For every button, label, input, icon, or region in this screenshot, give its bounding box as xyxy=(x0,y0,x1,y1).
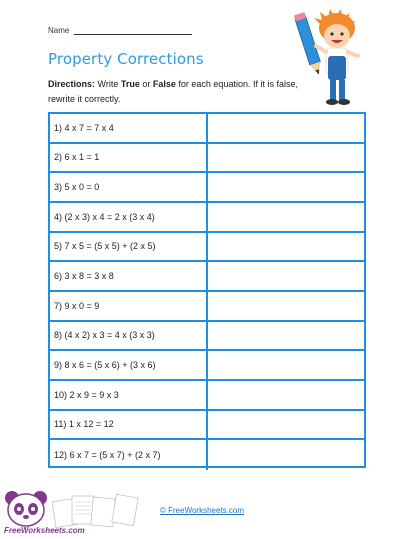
name-line[interactable] xyxy=(74,26,192,35)
table-row xyxy=(50,173,364,203)
problem-table xyxy=(48,112,366,468)
footer-link[interactable]: © FreeWorksheets.com xyxy=(160,506,244,515)
problem-cell: 5) 7 x 5 = (5 x 5) + (2 x 5) xyxy=(50,233,208,261)
problem-cell: 4) (2 x 3) x 4 = 2 x (3 x 4) xyxy=(50,203,208,231)
problem-cell: 6) 3 x 8 = 3 x 8 xyxy=(50,262,208,290)
table-row xyxy=(50,233,364,263)
directions-text-a: Write xyxy=(95,79,121,89)
table-row xyxy=(50,144,364,174)
directions-text-b: or xyxy=(139,79,153,89)
table-row xyxy=(50,351,364,381)
brand-logo-text: FreeWorksheets.com xyxy=(4,526,85,535)
table-row xyxy=(50,411,364,441)
false-word: False xyxy=(152,79,176,89)
answer-cell[interactable] xyxy=(208,292,364,320)
table-row xyxy=(50,292,364,322)
problem-cell: 9) 8 x 6 = (5 x 6) + (3 x 6) xyxy=(50,351,208,379)
answer-cell[interactable] xyxy=(208,440,364,470)
answer-cell[interactable] xyxy=(208,381,364,409)
problem-cell: 3) 5 x 0 = 0 xyxy=(50,173,208,201)
name-field xyxy=(48,26,192,35)
answer-cell[interactable] xyxy=(208,411,364,439)
directions-lead: Directions: xyxy=(48,79,96,89)
table-row xyxy=(50,262,364,292)
table-row xyxy=(50,440,364,470)
answer-cell[interactable] xyxy=(208,351,364,379)
problem-cell: 2) 6 x 1 = 1 xyxy=(50,144,208,172)
answer-cell[interactable] xyxy=(208,233,364,261)
page-title: Property Corrections xyxy=(48,50,204,68)
problem-cell: 7) 9 x 0 = 9 xyxy=(50,292,208,320)
answer-cell[interactable] xyxy=(208,114,364,142)
problem-cell: 8) (4 x 2) x 3 = 4 x (3 x 3) xyxy=(50,322,208,350)
answer-cell[interactable] xyxy=(208,144,364,172)
name-label: Name xyxy=(48,26,70,35)
table-row xyxy=(50,381,364,411)
table-row xyxy=(50,114,364,144)
problem-cell: 12) 6 x 7 = (5 x 7) + (2 x 7) xyxy=(50,440,208,470)
answer-cell[interactable] xyxy=(208,262,364,290)
directions xyxy=(48,77,298,107)
worksheet-thumbnails-icon xyxy=(52,492,142,528)
problem-cell: 11) 1 x 12 = 12 xyxy=(50,411,208,439)
table-row xyxy=(50,203,364,233)
directions-text-c: for each equation. If it is false, rewrite it correctly. xyxy=(48,79,298,104)
answer-cell[interactable] xyxy=(208,322,364,350)
problem-cell: 10) 2 x 9 = 9 x 3 xyxy=(50,381,208,409)
answer-cell[interactable] xyxy=(208,173,364,201)
true-word: True xyxy=(120,79,140,89)
answer-cell[interactable] xyxy=(208,203,364,231)
kid-with-pencil-illustration xyxy=(290,6,368,110)
table-row xyxy=(50,322,364,352)
problem-cell: 1) 4 x 7 = 7 x 4 xyxy=(50,114,208,142)
